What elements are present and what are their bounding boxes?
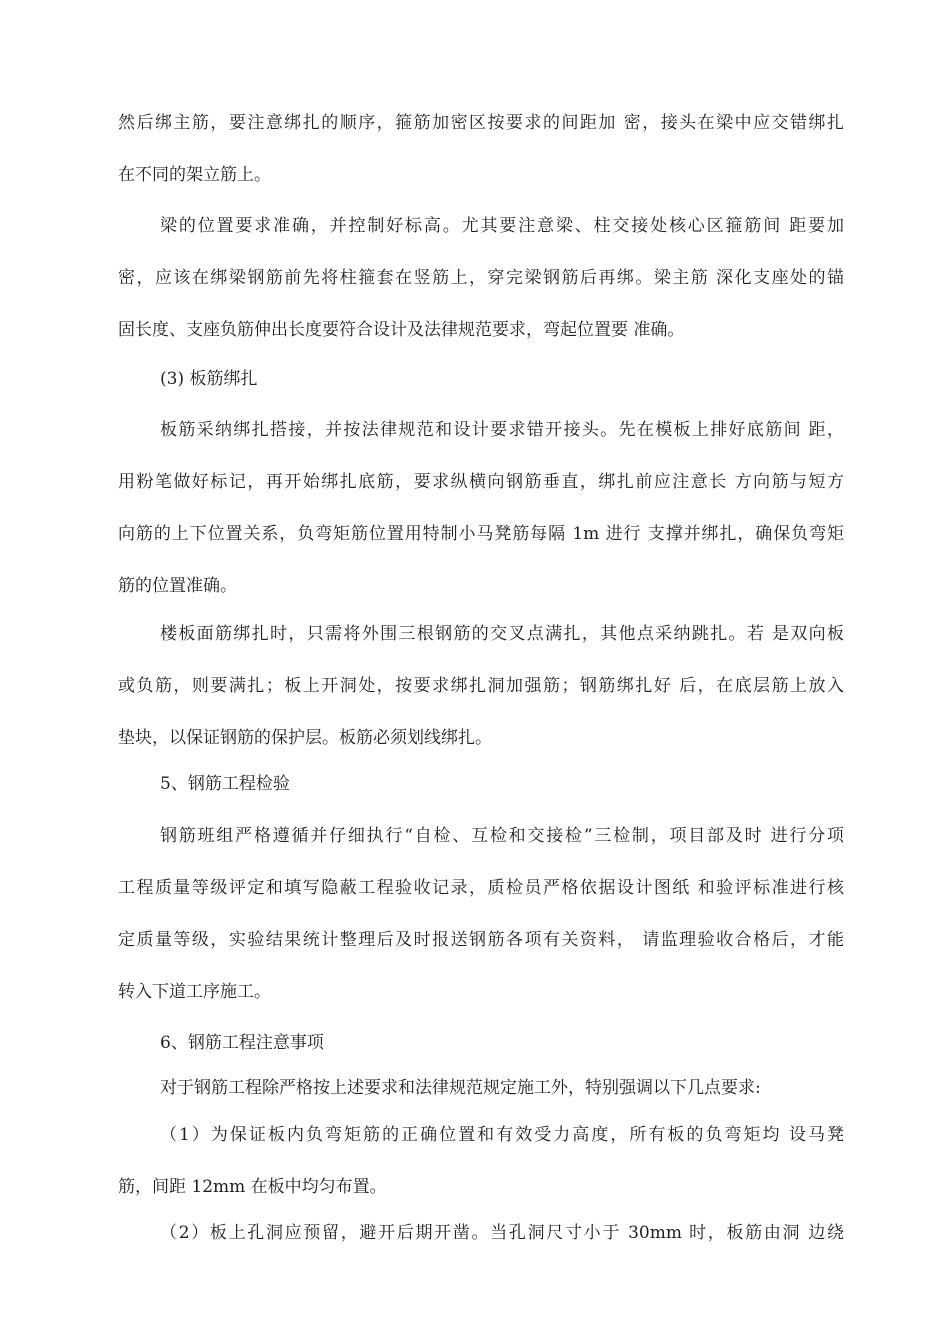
text-line: 向筋的上下位置关系，负弯矩筋位置用特制小马凳筋每隔 1m 进行 支撑并绑扎，确保负弯矩 xyxy=(118,524,844,544)
text-line: 板筋采纳绑扎搭接，并按法律规范和设计要求错开接头。先在模板上排好底筋间 距， xyxy=(160,420,844,440)
heading-section-6: 6、钢筋工程注意事项 xyxy=(160,1033,324,1053)
paragraph-beam-main-bars xyxy=(118,113,844,217)
text-line: 转入下道工序施工。 xyxy=(118,982,271,1002)
text-line: 定质量等级，实验结果统计整理后及时报送钢筋各项有关资料， 请监理验收合格后，才能 xyxy=(118,930,844,950)
text-line: （1）为保证板内负弯矩筋的正确位置和有效受力高度，所有板的负弯矩均 设马凳 xyxy=(160,1125,844,1145)
text-line: 工程质量等级评定和填写隐蔽工程验收记录，质检员严格依据设计图纸 和验评标准进行核 xyxy=(118,878,844,898)
text-line: 钢筋班组严格遵循并仔细执行“自检、互检和交接检”三检制，项目部及时 进行分项 xyxy=(160,826,844,846)
text-line: 密，应该在绑梁钢筋前先将柱箍套在竖筋上，穿完梁钢筋后再绑。梁主筋 深化支座处的锚 xyxy=(118,268,844,288)
paragraph-inspection xyxy=(118,826,844,1034)
paragraph-item-2 xyxy=(118,1223,844,1275)
text-line: 筋，间距 12mm 在板中均匀布置。 xyxy=(118,1177,387,1197)
heading-board-bars: (3) 板筋绑扎 xyxy=(160,369,258,389)
text-line: 垫块，以保证钢筋的保护层。板筋必须划线绑扎。 xyxy=(118,728,492,748)
text-line: 筋的位置准确。 xyxy=(118,576,237,596)
paragraph-board-lap xyxy=(118,420,844,628)
heading-section-5: 5、钢筋工程检验 xyxy=(160,774,290,794)
text-line: 然后绑主筋，要注意绑扎的顺序，箍筋加密区按要求的间距加 密，接头在梁中应交错绑扎 xyxy=(118,113,844,133)
text-line: 在不同的架立筋上。 xyxy=(118,165,271,185)
paragraph-floor-top-bars xyxy=(118,624,844,780)
text-line: 或负筋，则要满扎；板上开洞处，按要求绑扎洞加强筋；钢筋绑扎好 后，在底层筋上放入 xyxy=(118,676,844,696)
text-line: 梁的位置要求准确，并控制好标高。尤其要注意梁、柱交接处核心区箍筋间 距要加 xyxy=(160,216,844,236)
text-line: 固长度、支座负筋伸出长度要符合设计及法律规范要求，弯起位置要 准确。 xyxy=(118,320,685,340)
paragraph-requirements-intro: 对于钢筋工程除严格按上述要求和法律规范规定施工外，特别强调以下几点要求: xyxy=(160,1078,761,1098)
text-line: 楼板面筋绑扎时，只需将外围三根钢筋的交叉点满扎，其他点采纳跳扎。若 是双向板 xyxy=(160,624,844,644)
text-line: （2）板上孔洞应预留，避开后期开凿。当孔洞尺寸小于 30mm 时，板筋由洞 边绕 xyxy=(160,1223,844,1243)
paragraph-beam-position xyxy=(118,216,844,372)
text-line: 用粉笔做好标记，再开始绑扎底筋，要求纵横向钢筋垂直，绑扎前应注意长 方向筋与短方 xyxy=(118,472,844,492)
paragraph-item-1 xyxy=(118,1125,844,1229)
